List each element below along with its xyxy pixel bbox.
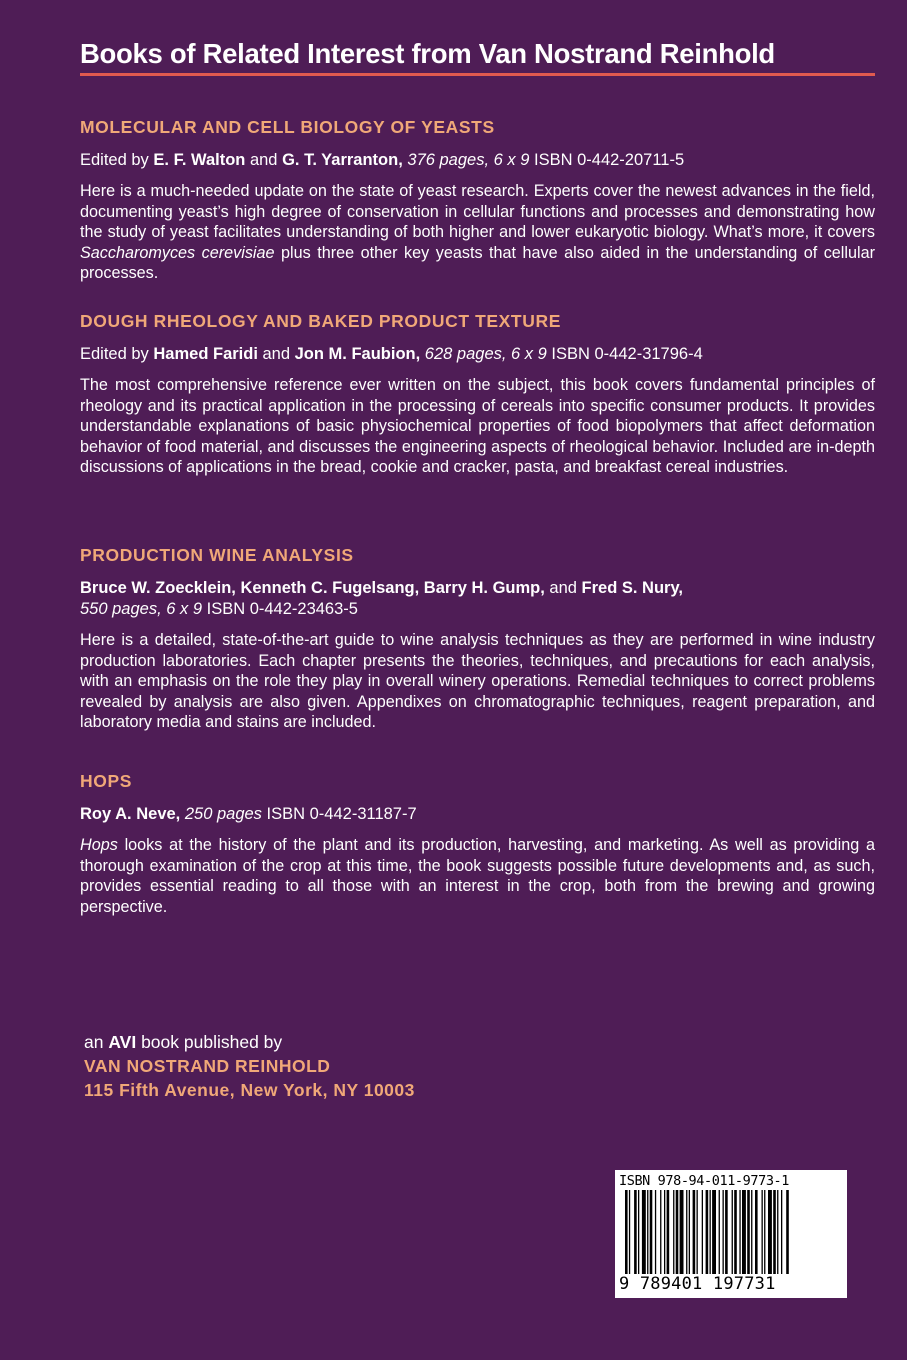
publisher-address: 115 Fifth Avenue, New York, NY 10003 (84, 1080, 415, 1100)
barcode-bar (739, 1190, 740, 1274)
barcode-bar (723, 1190, 724, 1274)
publisher-block (84, 1030, 415, 1102)
author-name: Jon M. Faubion, (294, 345, 421, 363)
barcode-bar (673, 1190, 674, 1274)
barcode-bar (747, 1190, 750, 1274)
title-underline (80, 73, 875, 76)
barcode-bar (751, 1190, 752, 1274)
barcode-bar (634, 1190, 637, 1274)
publisher-name: VAN NOSTRAND REINHOLD (84, 1056, 331, 1076)
page-count: 628 pages, 6 x 9 (424, 345, 547, 363)
barcode-bar (768, 1190, 772, 1274)
barcode-bar (702, 1190, 703, 1274)
book-description: Here is a detailed, state-of-the-art guide to wine analysis techniques as they are performed in wine industry production laboratories. Each chapter presents the theories, techniques, and precautions for each analysis, with an emphasis on the role they play in overall winery operations. Remedial techniques to correct problems revealed by analysis are also given. Appendixes on chromatographic techniques, reagent preparation, and laboratory media and stains are included. (80, 631, 875, 732)
barcode-bar (680, 1190, 684, 1274)
barcode-bar (629, 1190, 630, 1274)
barcode-bar (777, 1190, 778, 1274)
barcode-bar (686, 1190, 687, 1274)
book-description: Hops looks at the history of the plant and its production, harvesting, and marketing. As well as providing a thorough examination of the crop at this time, the book suggests possible future developments and, as such, provides essential reading to all those with an interest in the crop, both from the brewing and growing perspective. (80, 836, 875, 916)
barcode-bar (625, 1190, 628, 1274)
publisher-tagline: an AVI book published by (84, 1032, 283, 1052)
barcode-bar (764, 1190, 765, 1274)
barcode-bars-icon (623, 1190, 839, 1276)
barcode-bar (781, 1190, 782, 1274)
barcode-bar (697, 1190, 698, 1274)
barcode-bar (647, 1190, 648, 1274)
book-byline: Edited by Hamed Faridi and Jon M. Faubion, 628 pages, 6 x 9 ISBN 0-442-31796-4 (80, 345, 703, 363)
barcode-bar (667, 1190, 670, 1274)
barcode-bar (732, 1190, 733, 1274)
barcode-bar (710, 1190, 711, 1274)
book-entry-wine-analysis (80, 545, 875, 733)
barcode-bar (676, 1190, 679, 1274)
author-name: E. F. Walton (153, 151, 246, 169)
barcode-bar (693, 1190, 696, 1274)
isbn: ISBN 0-442-31187-7 (266, 805, 417, 823)
book-entry-yeasts (80, 117, 875, 284)
barcode-bar (786, 1190, 789, 1274)
barcode-bar (642, 1190, 646, 1274)
book-title: DOUGH RHEOLOGY AND BAKED PRODUCT TEXTURE (80, 311, 561, 331)
book-entry-dough-rheology (80, 311, 875, 478)
author-name: Fred S. Nury, (581, 579, 684, 597)
book-byline (80, 804, 875, 825)
author-name: Hamed Faridi (153, 345, 258, 363)
barcode-isbn-label: ISBN 978-94-011-9773-1 (619, 1173, 790, 1189)
book-title: HOPS (80, 771, 132, 791)
book-entry-hops (80, 771, 875, 917)
author-name: G. T. Yarranton, (282, 151, 403, 169)
isbn: ISBN 0-442-23463-5 (206, 600, 358, 618)
barcode-digits: 9 789401 197731 (619, 1274, 776, 1294)
barcode-bar (712, 1190, 716, 1274)
isbn-barcode (615, 1170, 847, 1298)
barcode-bar (734, 1190, 737, 1274)
author-name: Roy A. Neve, (80, 805, 181, 823)
book-title: PRODUCTION WINE ANALYSIS (80, 545, 354, 565)
barcode-bar (725, 1190, 728, 1274)
barcode-bar (638, 1190, 639, 1274)
barcode-bar (773, 1190, 776, 1274)
book-description: The most comprehensive reference ever written on the subject, this book covers fundamental principles of rheology and its practical application in the processing of cereals into specific consumer products. It provides understandable explanations of basic physiochemical properties of food biopolymers that affect deformation behavior of food material, and discusses the engineering aspects of rheological behavior. Included are in-depth discussions of applications in the bread, cookie and cracker, pasta, and breakfast cereal industries. (80, 376, 875, 477)
author-name: Bruce W. Zoecklein, Kenneth C. Fugelsang, Barry H. Gump, (80, 579, 545, 597)
page-count: 376 pages, 6 x 9 (407, 151, 530, 169)
book-byline: Edited by E. F. Walton and G. T. Yarranton, 376 pages, 6 x 9 ISBN 0-442-20711-5 (80, 151, 685, 169)
book-description: Here is a much-needed update on the state of yeast research. Experts cover the newest advances in the field, documenting yeast’s high degree of conservation in cellular functions and processes and demonstrating how the study of yeast facilitates understanding of both higher and lower eukaryotic biology. What’s more, it covers Saccharomyces cerevisiae plus three other key yeasts that have also aided in the understanding of cellular processes. (80, 182, 875, 283)
barcode-bar (655, 1190, 656, 1274)
barcode-bar (650, 1190, 653, 1274)
barcode-bar (755, 1190, 758, 1274)
page-count: 550 pages, 6 x 9 (80, 600, 203, 618)
isbn: ISBN 0-442-31796-4 (551, 345, 703, 363)
book-byline: Bruce W. Zoecklein, Kenneth C. Fugelsang, Barry H. Gump, and Fred S. Nury, 550 pages, 6 x 9 ISBN 0-442-23463-5 (80, 579, 684, 618)
barcode-bar (660, 1190, 661, 1274)
book-title: MOLECULAR AND CELL BIOLOGY OF YEASTS (80, 117, 495, 137)
barcode-bar (719, 1190, 720, 1274)
barcode-bar (664, 1190, 665, 1274)
barcode-bar (706, 1190, 709, 1274)
page-title: Books of Related Interest from Van Nostrand Reinhold (80, 38, 775, 69)
page-count: 250 pages (184, 805, 262, 823)
barcode-bar (762, 1190, 763, 1274)
isbn: ISBN 0-442-20711-5 (534, 151, 685, 169)
barcode-bar (742, 1190, 746, 1274)
barcode-bar (689, 1190, 690, 1274)
